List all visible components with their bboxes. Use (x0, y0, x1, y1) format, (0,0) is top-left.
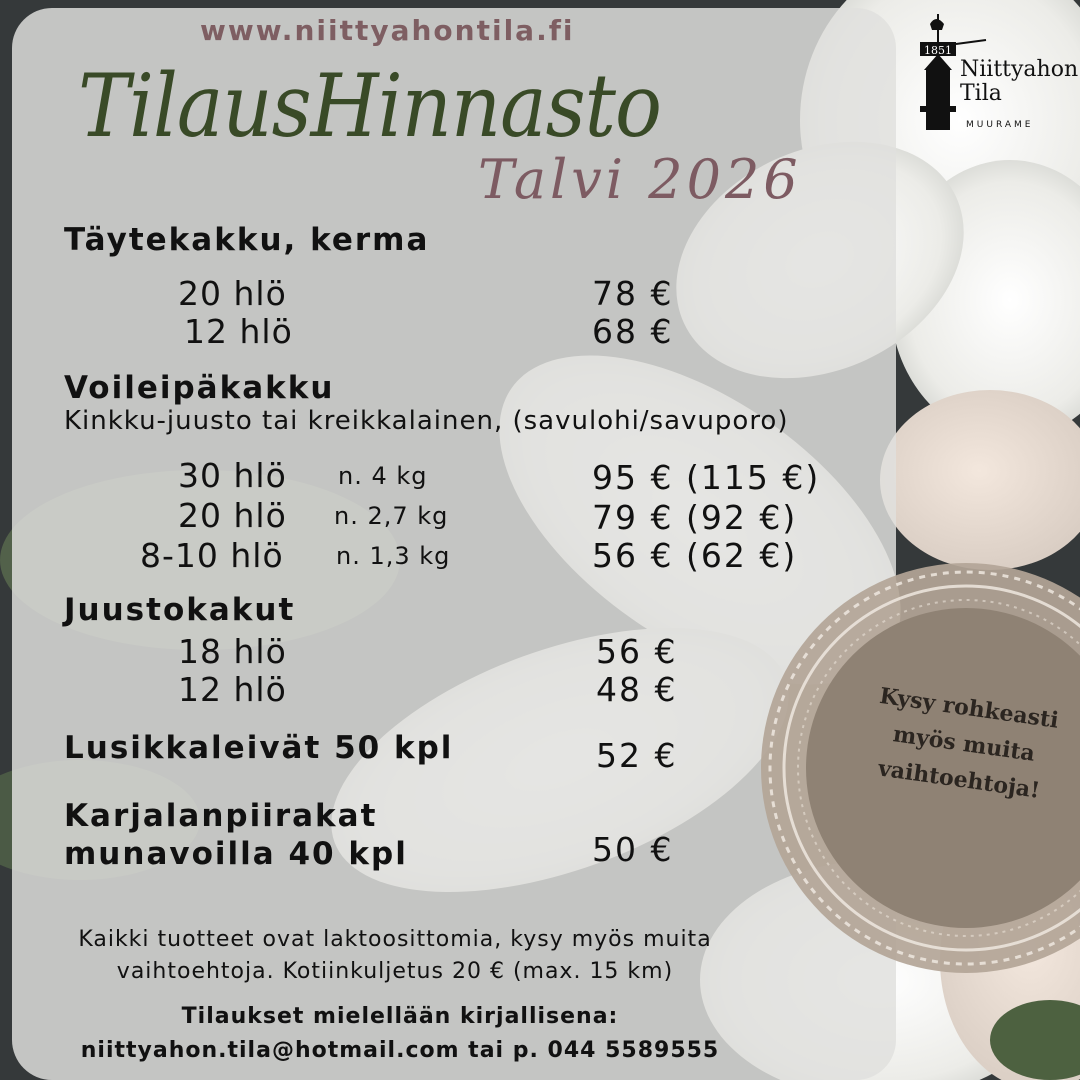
section-heading-karjalanpiirakat-line1: Karjalanpiirakat (64, 798, 378, 834)
row-price: 95 € (115 €) (592, 458, 821, 497)
order-info (0, 1000, 810, 1068)
row-size: 20 hlö (178, 496, 287, 535)
website-url[interactable]: www.niittyahontila.fi (200, 14, 575, 47)
section-heading-voileipakakku: Voileipäkakku (64, 370, 335, 406)
row-price: 56 € (596, 632, 678, 671)
row-price: 79 € (92 €) (592, 498, 798, 537)
row-size: 18 hlö (178, 632, 287, 671)
row-weight: n. 4 kg (338, 462, 428, 490)
order-contact[interactable]: niittyahon.tila@hotmail.com tai p. 044 5589555 (80, 1038, 720, 1063)
page-title: TilausHinnasto (78, 56, 661, 158)
farm-logo (916, 10, 1079, 140)
logo-name-line1: Niittyahon (960, 57, 1079, 82)
footer-note (5, 924, 785, 988)
callout-line2: myös muita (891, 721, 1037, 767)
section-heading-lusikkaleivat: Lusikkaleivät 50 kpl (64, 730, 454, 766)
row-size: 20 hlö (178, 274, 287, 313)
logo-name (960, 58, 1078, 106)
row-price: 78 € (592, 274, 674, 313)
logo-name-line2: Tila (960, 81, 1002, 106)
row-size: 12 hlö (178, 670, 287, 709)
callout-line3: vaihtoehtoja! (876, 755, 1042, 804)
row-price: 48 € (596, 670, 678, 709)
order-info-line1: Tilaukset mielellään kirjallisena: (181, 1004, 619, 1029)
row-size: 8-10 hlö (140, 536, 284, 575)
section-heading-karjalanpiirakat-line2: munavoilla 40 kpl (64, 836, 408, 872)
callout-line1: Kysy rohkeasti (877, 682, 1061, 734)
logo-year: 1851 (924, 44, 952, 57)
page-subtitle: Talvi 2026 (478, 148, 802, 211)
row-price: 56 € (62 €) (592, 536, 798, 575)
section-heading-taytekakku: Täytekakku, kerma (64, 222, 430, 258)
row-price: 52 € (596, 736, 678, 775)
row-weight: n. 1,3 kg (336, 542, 451, 570)
row-size: 30 hlö (178, 456, 287, 495)
row-weight: n. 2,7 kg (334, 502, 449, 530)
row-price: 68 € (592, 312, 674, 351)
section-description-voileipakakku: Kinkku-juusto tai kreikkalainen, (savulohi/savuporo) (64, 406, 789, 436)
footer-note-line2: vaihtoehtoja. Kotiinkuljetus 20 € (max. 15 km) (116, 959, 674, 984)
footer-note-line1: Kaikki tuotteet ovat laktoosittomia, kysy myös muita (78, 927, 712, 952)
row-size: 12 hlö (184, 312, 293, 351)
logo-place: MUURAME (966, 120, 1034, 130)
section-heading-juustokakut: Juustokakut (64, 592, 296, 628)
row-price: 50 € (592, 830, 674, 869)
